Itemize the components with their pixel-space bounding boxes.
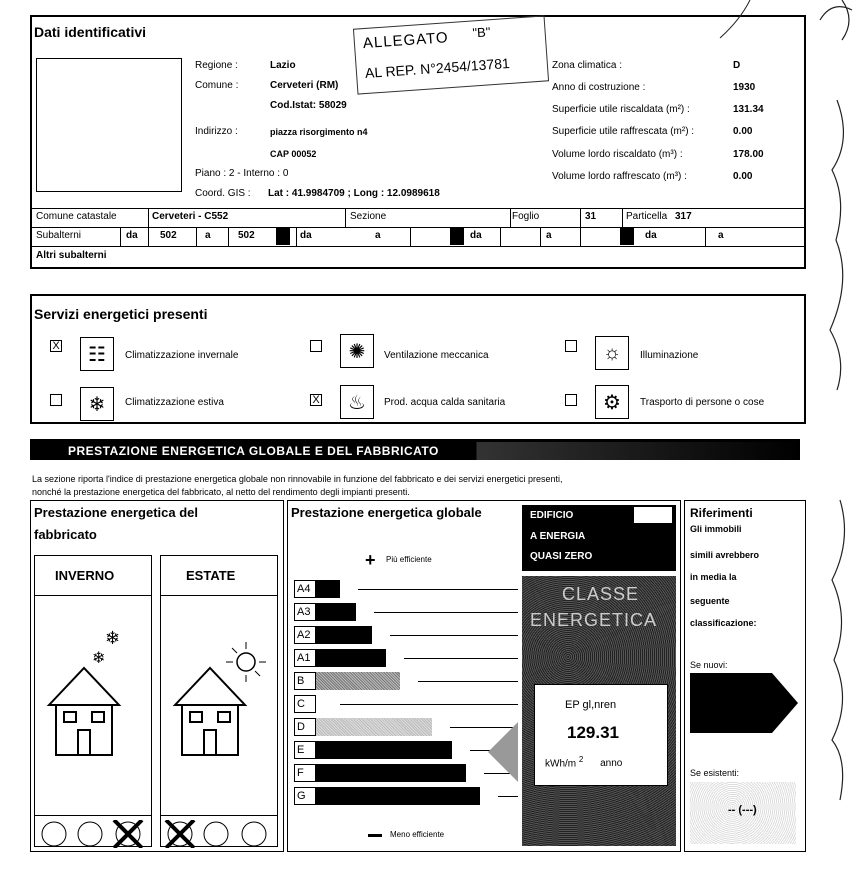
se-esistenti-arrow [690, 782, 796, 844]
a-label-1: a [205, 230, 211, 241]
globale-title: Prestazione energetica globale [291, 505, 482, 520]
classe-label-1: CLASSE [562, 584, 640, 604]
faucet-icon: ♨ [340, 385, 374, 419]
a-label-4: a [718, 230, 724, 241]
sup-risc-value: 131.34 [733, 104, 764, 115]
fabbricato-title-1: Prestazione energetica del [34, 505, 199, 520]
class-bar-b [316, 672, 400, 690]
photo-placeholder [36, 58, 182, 192]
comune-value: Cerveteri (RM) [270, 80, 339, 91]
a-value-1: 502 [238, 230, 255, 241]
zona-value: D [733, 60, 741, 71]
radiator-icon: ☷ [80, 337, 114, 371]
lightbulb-icon: ☼ [595, 336, 629, 370]
fan-icon: ✺ [340, 334, 374, 368]
allegato-stamp [353, 15, 549, 94]
ep-unit2: anno [600, 758, 623, 770]
servizio-label-trasporto: Trasporto di persone o cose [640, 397, 765, 408]
comune-label: Comune : [195, 80, 239, 91]
house-winter-icon [44, 650, 124, 760]
class-a2: A2 [294, 626, 316, 644]
anno-label: Anno di costruzione : [552, 82, 646, 93]
riferimenti-text-3: in media la [690, 572, 737, 582]
a-label-2: a [375, 230, 381, 241]
class-a3: A3 [294, 603, 316, 621]
meno-efficiente-label: Meno efficiente [390, 830, 445, 839]
altri-subalterni-label: Altri subalterni [36, 250, 107, 261]
minus-icon [368, 834, 382, 837]
stamp-line1: ALLEGATO [362, 29, 450, 53]
indirizzo-label: Indirizzo : [195, 126, 238, 137]
snowflake-icon: ❄ [105, 628, 121, 648]
comune-catastale-value: Cerveteri - C552 [152, 211, 229, 222]
comune-catastale-label: Comune catastale [36, 211, 117, 222]
piu-efficiente-label: Più efficiente [386, 555, 432, 564]
class-bar-f [316, 764, 466, 782]
snowflake-icon: ❄ [92, 650, 106, 667]
vol-raff-label: Volume lordo raffrescato (m³) : [552, 171, 687, 182]
riferimenti-text-1: Gli immobili [690, 524, 742, 534]
vol-risc-label: Volume lordo riscaldato (m³) : [552, 149, 683, 160]
regione-value: Lazio [270, 60, 296, 71]
da-label-4: da [645, 230, 657, 241]
foglio-label: Foglio [512, 211, 540, 222]
class-a4: A4 [294, 580, 316, 598]
sup-raff-value: 0.00 [733, 126, 753, 137]
section-title: Dati identificativi [34, 24, 147, 40]
fabbricato-title-2: fabbricato [34, 527, 97, 542]
class-g: G [294, 787, 316, 805]
particella-value: 317 [675, 211, 692, 222]
da-label-1: da [126, 230, 138, 241]
ep-unit-sup: 2 [578, 755, 584, 764]
subalterni-label: Subalterni [36, 230, 82, 241]
servizio-label-invernale: Climatizzazione invernale [125, 350, 239, 361]
particella-label: Particella [626, 211, 668, 222]
zona-label: Zona climatica : [552, 60, 623, 71]
prestazione-banner-text: PRESTAZIONE ENERGETICA GLOBALE E DEL FABBRICATO [68, 444, 439, 458]
elevator-icon: ⚙ [595, 385, 629, 419]
ep-unit-row [545, 755, 622, 769]
se-esistenti-label: Se esistenti: [690, 768, 740, 778]
prestazione-desc-2: nonché la prestazione energetica del fabbricato, al netto del rendimento degli impianti presenti. [32, 487, 410, 497]
class-d: D [294, 718, 316, 736]
indirizzo-value: piazza risorgimento n4 [270, 127, 368, 137]
riferimenti-text-5: classificazione: [690, 618, 757, 628]
ep-unit: kWh/m [545, 758, 577, 770]
da-value-1: 502 [160, 230, 177, 241]
class-b: B [294, 672, 316, 690]
checkbox-ventilazione[interactable] [310, 340, 322, 352]
prestazione-desc-1: La sezione riporta l'indice di prestazione energetica globale non rinnovabile in funzione del fabbricato e dei servizi energetici presenti, [32, 474, 563, 484]
class-a1: A1 [294, 649, 316, 667]
plus-icon: + [365, 550, 376, 570]
inverno-label: INVERNO [55, 568, 115, 583]
classe-label-2: ENERGETICA [530, 610, 658, 630]
nzeb-checkbox [634, 507, 672, 523]
da-label-3: da [470, 230, 482, 241]
piano-label: Piano : 2 - Interno : 0 [195, 168, 289, 179]
class-bar-a1 [316, 649, 386, 667]
cap-value: CAP 00052 [270, 149, 317, 159]
checkbox-acqua-calda[interactable]: X [310, 394, 322, 406]
class-f: F [294, 764, 316, 782]
servizio-label-acqua-calda: Prod. acqua calda sanitaria [384, 397, 506, 408]
stamp-line2: AL REP. N°2454/13781 [364, 54, 511, 82]
coord-label: Coord. GIS : [195, 188, 251, 199]
ep-value-box [534, 684, 668, 786]
nzeb-box [522, 505, 676, 571]
servizio-label-illuminazione: Illuminazione [640, 350, 699, 361]
nzeb-line3: QUASI ZERO [530, 551, 593, 562]
class-bar-a2 [316, 626, 372, 644]
class-bar-a3 [316, 603, 356, 621]
handwritten-signature [812, 0, 858, 871]
servizi-title: Servizi energetici presenti [34, 306, 208, 322]
da-label-2: da [300, 230, 312, 241]
ep-label: EP gl,nren [565, 699, 617, 711]
a-label-3: a [546, 230, 552, 241]
nzeb-line2: A ENERGIA [530, 531, 586, 542]
checkbox-illuminazione[interactable] [565, 340, 577, 352]
ep-value: 129.31 [567, 723, 619, 742]
riferimenti-text-4: seguente [690, 596, 730, 606]
class-bar-a4 [316, 580, 340, 598]
banner-underline [30, 439, 800, 442]
prestazione-banner [30, 442, 800, 460]
sup-raff-label: Superficie utile raffrescata (m²) : [552, 126, 695, 137]
se-nuovi-label: Se nuovi: [690, 660, 728, 670]
checkbox-climatizzazione-estiva[interactable] [50, 394, 62, 406]
se-nuovi-arrow [690, 673, 772, 733]
se-nuovi-arrow-tip [772, 673, 798, 733]
se-esistenti-value: -- (---) [728, 804, 757, 816]
sezione-label: Sezione [350, 211, 387, 222]
stamp-line1b: "B" [471, 24, 491, 41]
class-bar-d [316, 718, 432, 736]
nzeb-line1: EDIFICIO [530, 510, 574, 521]
vol-risc-value: 178.00 [733, 149, 764, 160]
coord-value: Lat : 41.9984709 ; Long : 12.0989618 [268, 188, 440, 199]
riferimenti-text-2: simili avrebbero [690, 550, 760, 560]
class-bar-g [316, 787, 480, 805]
current-class-pointer [488, 722, 518, 782]
class-bar-e [316, 741, 452, 759]
regione-label: Regione : [195, 60, 238, 71]
class-c: C [294, 695, 316, 713]
sun-icon [224, 640, 268, 684]
checkbox-trasporto[interactable] [565, 394, 577, 406]
checkbox-climatizzazione-invernale[interactable]: X [50, 340, 62, 352]
class-e: E [294, 741, 316, 759]
air-conditioner-icon: ❄ [80, 387, 114, 421]
handwritten-mark [700, 0, 760, 40]
riferimenti-title: Riferimenti [690, 506, 753, 520]
istat-value: Cod.Istat: 58029 [270, 100, 347, 111]
anno-value: 1930 [733, 82, 756, 93]
foglio-value: 31 [585, 211, 597, 222]
vol-raff-value: 0.00 [733, 171, 753, 182]
servizio-label-ventilazione: Ventilazione meccanica [384, 350, 489, 361]
servizio-label-estiva: Climatizzazione estiva [125, 397, 224, 408]
sup-risc-label: Superficie utile riscaldata (m²) : [552, 104, 690, 115]
estate-label: ESTATE [186, 568, 236, 583]
